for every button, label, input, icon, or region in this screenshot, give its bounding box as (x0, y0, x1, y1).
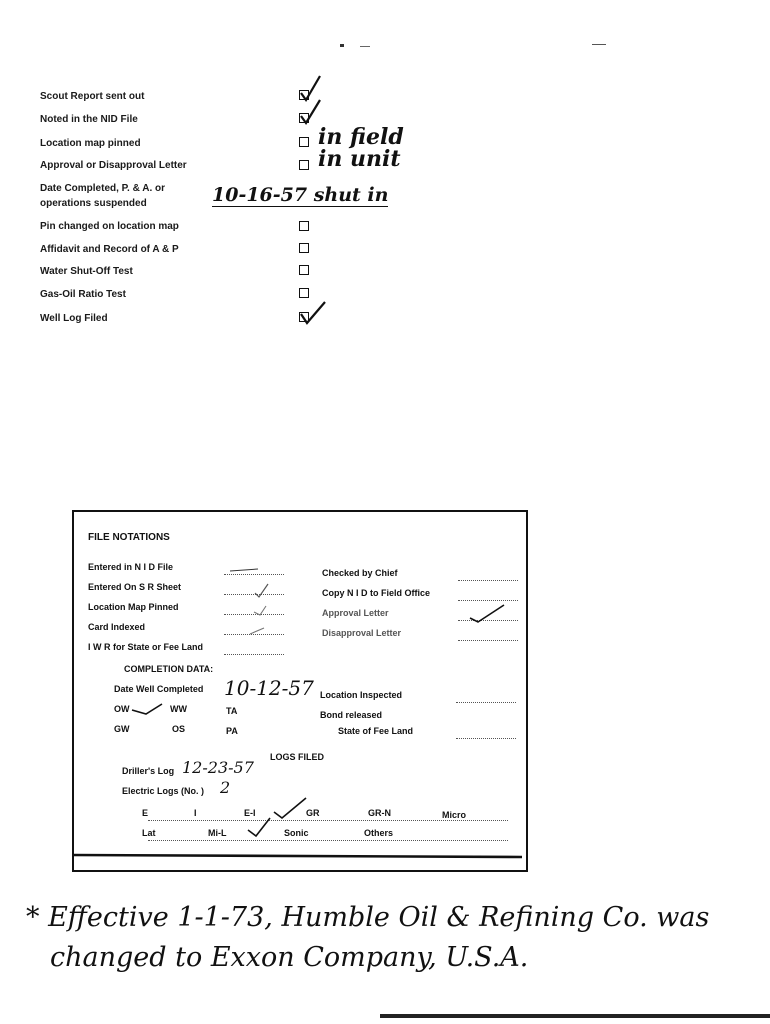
gw-label: GW (114, 724, 130, 734)
ow-label: OW (114, 704, 130, 714)
checklist-label: Pin changed on location map (40, 221, 179, 232)
electric-logs-value: 2 (220, 778, 231, 797)
log-type-label: GR-N (368, 808, 391, 818)
log-type-label: Micro (442, 810, 467, 820)
card-right-label: Disapproval Letter (322, 628, 402, 638)
pa-label: PA (226, 726, 238, 736)
state-fee-label: State of Fee Land (338, 726, 414, 736)
check-mark-icon (250, 628, 264, 634)
ww-label: WW (170, 704, 187, 714)
card-left-label: Entered in N I D File (88, 562, 174, 572)
log-type-label: Lat (142, 828, 156, 838)
checklist-label: Gas-Oil Ratio Test (40, 289, 126, 300)
card-bottom-edge (72, 855, 522, 857)
os-label: OS (172, 724, 186, 734)
electric-logs-label: Electric Logs (No. ) (122, 786, 205, 796)
check-mark-icon (274, 798, 306, 818)
ta-label: TA (226, 706, 238, 716)
completion-title: COMPLETION DATA: (124, 664, 214, 674)
handwritten-note: in unit (318, 146, 401, 172)
checklist-label: Location map pinned (40, 138, 141, 149)
card-left-label: Location Map Pinned (88, 602, 179, 612)
drillers-log-label: Driller's Log (122, 766, 175, 776)
check-mark-icon (230, 569, 258, 571)
location-inspected-label: Location Inspected (320, 690, 403, 700)
drillers-log-value: 12-23-57 (182, 758, 254, 777)
checklist-label: Approval or Disapproval Letter (40, 160, 187, 171)
footnote-line1: * Effective 1-1-73, Humble Oil & Refining Co. was (26, 902, 710, 933)
check-mark-icon (132, 704, 162, 714)
card-right-label: Checked by Chief (322, 568, 398, 578)
check-mark-icon (255, 584, 268, 597)
checklist-label: Scout Report sent out (40, 91, 145, 102)
log-type-label: Sonic (284, 828, 309, 838)
card-left-label: Card Indexed (88, 622, 146, 632)
checklist-label-line2: operations suspended (40, 198, 147, 209)
date-completed-value: 10-12-57 (224, 676, 314, 700)
card-right-label: Approval Letter (322, 608, 389, 618)
log-type-label: I (194, 808, 197, 818)
date-completed-label: Date Well Completed (114, 684, 204, 694)
check-mark-icon (254, 606, 266, 615)
footnote-line2: changed to Exxon Company, U.S.A. (50, 942, 529, 973)
log-type-label: E-I (244, 808, 256, 818)
checklist-label: Well Log Filed (40, 313, 108, 324)
log-type-label: Others (364, 828, 394, 838)
checklist-label: Noted in the NID File (40, 114, 138, 125)
handwritten-note: 10-16-57 shut in (212, 184, 389, 206)
card-left-label: I W R for State or Fee Land (88, 642, 204, 652)
log-type-label: Mi-L (208, 828, 227, 838)
handwritten-note: in field (318, 124, 404, 150)
card-title: FILE NOTATIONS (88, 532, 170, 543)
checklist-label: Affidavit and Record of A & P (40, 244, 179, 255)
card-right-label: Copy N I D to Field Office (322, 588, 431, 598)
checklist-label: Date Completed, P. & A. or (40, 183, 166, 194)
check-mark-icon (470, 605, 504, 622)
check-mark-icon (248, 818, 270, 836)
checklist-label: Water Shut-Off Test (40, 266, 133, 277)
logs-filed-title: LOGS FILED (270, 752, 324, 762)
card-left-label: Entered On S R Sheet (88, 582, 182, 592)
bond-released-label: Bond released (320, 710, 383, 720)
log-type-label: GR (306, 808, 320, 818)
log-type-label: E (142, 808, 149, 818)
